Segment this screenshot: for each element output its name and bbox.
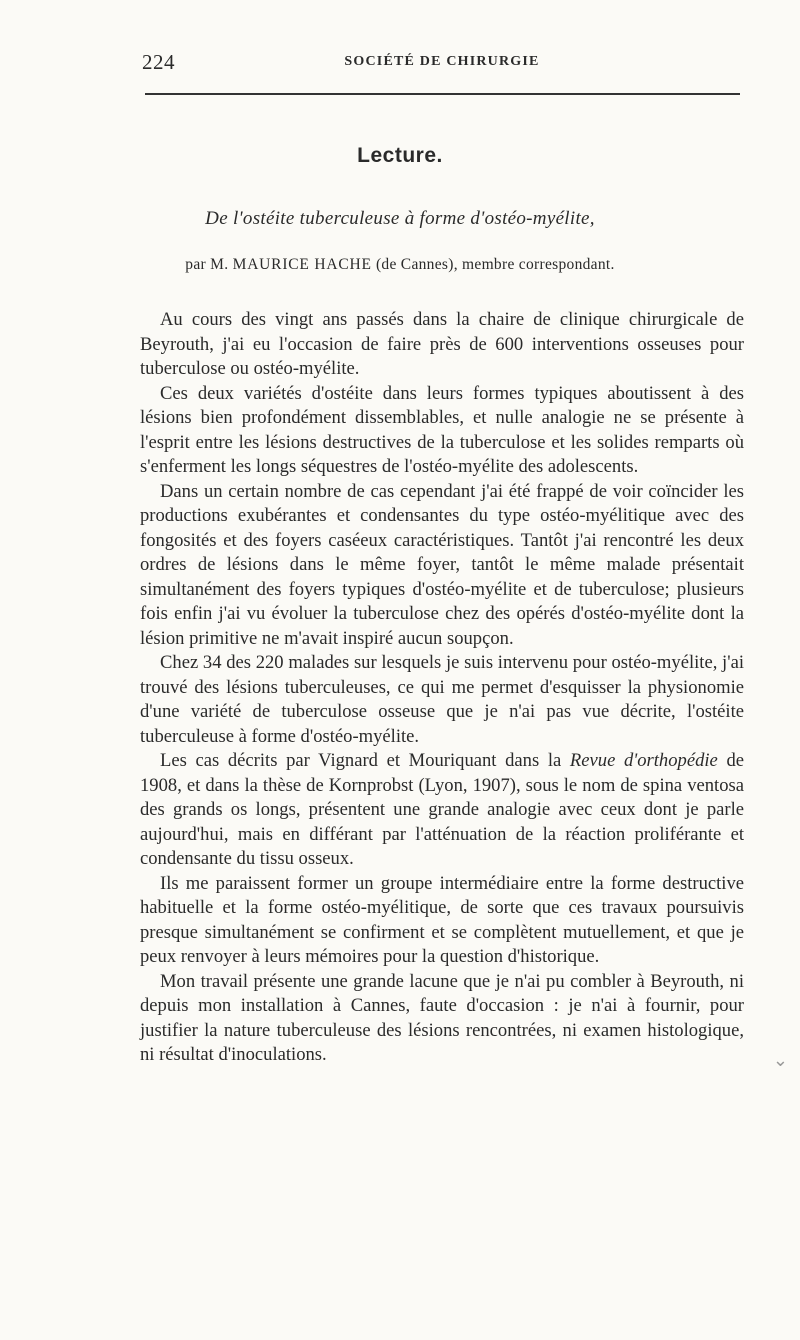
paragraph: Ils me paraissent former un groupe intermédiaire entre la forme destructive habituelle et la forme ostéo-myélitique, de sorte que ces travaux poursuivis presque simultanément se confirment et se complètent mutuellement, et que je peux renvoyer à leurs mémoires pour la question d'historique. <box>140 872 744 967</box>
article-title: De l'ostéite tuberculeuse à forme d'ostéo-myélite, <box>205 208 595 229</box>
paragraph: Au cours des vingt ans passés dans la chaire de clinique chirurgicale de Beyrouth, j'ai eu l'occasion de faire près de 600 interventions osseuses pour tuberculose ou ostéo-myélite. <box>140 309 744 379</box>
paragraph-text: Les cas décrits par Vignard et Mouriquant dans la <box>160 750 570 771</box>
header-rule <box>145 93 740 95</box>
section-title: Lecture. <box>357 144 443 167</box>
margin-mark: ⌄ <box>772 1050 788 1070</box>
running-title: SOCIÉTÉ DE CHIRURGIE <box>344 54 540 69</box>
article-body <box>140 308 744 1068</box>
byline-author: MAURICE HACHE <box>232 256 372 273</box>
page-number: 224 <box>142 50 175 74</box>
byline-prefix: par M. <box>185 256 229 273</box>
paragraph: Ces deux variétés d'ostéite dans leurs formes typiques aboutissent à des lésions bien profondément dissemblables, et nulle analogie ne se présente à l'esprit entre les lésions destructives de la tuberculose et les solides remparts où s'enferment les longs séquestres de l'ostéo-myélite des adolescents. <box>140 382 744 477</box>
byline-suffix: (de Cannes), membre correspondant. <box>375 256 615 273</box>
page-header <box>142 50 742 80</box>
byline <box>0 256 800 274</box>
paragraph-text: de 1908, et dans la thèse de Kornprobst (Lyon, 1907), sous le nom de spina ventosa des grands os longs, présentent une grande analogie avec ceux dont je parle aujourd'hui, mais en différant par l'atténuation de la réaction proliférante et condensante du tissu osseux. <box>140 750 744 869</box>
paragraph: Mon travail présente une grande lacune que je n'ai pu combler à Beyrouth, ni depuis mon installation à Cannes, faute d'occasion : je n'ai à fournir, pour justifier la nature tuberculeuse des lésions rencontrées, ni examen histologique, ni résultat d'inoculations. <box>140 970 744 1065</box>
paragraph <box>140 749 744 872</box>
paragraph: Dans un certain nombre de cas cependant j'ai été frappé de voir coïncider les productions exubérantes et condensantes du type ostéo-myélitique avec des fongosités et des foyers caséeux caractéristiques. Tantôt j'ai rencontré les deux ordres de lésions dans le même foyer, tantôt le même malade présentait simultanément des foyers typiques d'ostéo-myélite et de tuberculose; plusieurs fois enfin j'ai vu évoluer la tuberculose chez des opérés d'ostéo-myélite dont la lésion primitive ne m'avait inspiré aucun soupçon. <box>140 480 744 649</box>
paragraph: Chez 34 des 220 malades sur lesquels je suis intervenu pour ostéo-myélite, j'ai trouvé des lésions tuberculeuses, ce qui me permet d'esquisser la physionomie d'une variété de tuberculose osseuse que je n'ai pas vue décrite, l'ostéite tuberculeuse à forme d'ostéo-myélite. <box>140 652 744 747</box>
journal-title: Revue d'orthopédie <box>569 750 718 771</box>
